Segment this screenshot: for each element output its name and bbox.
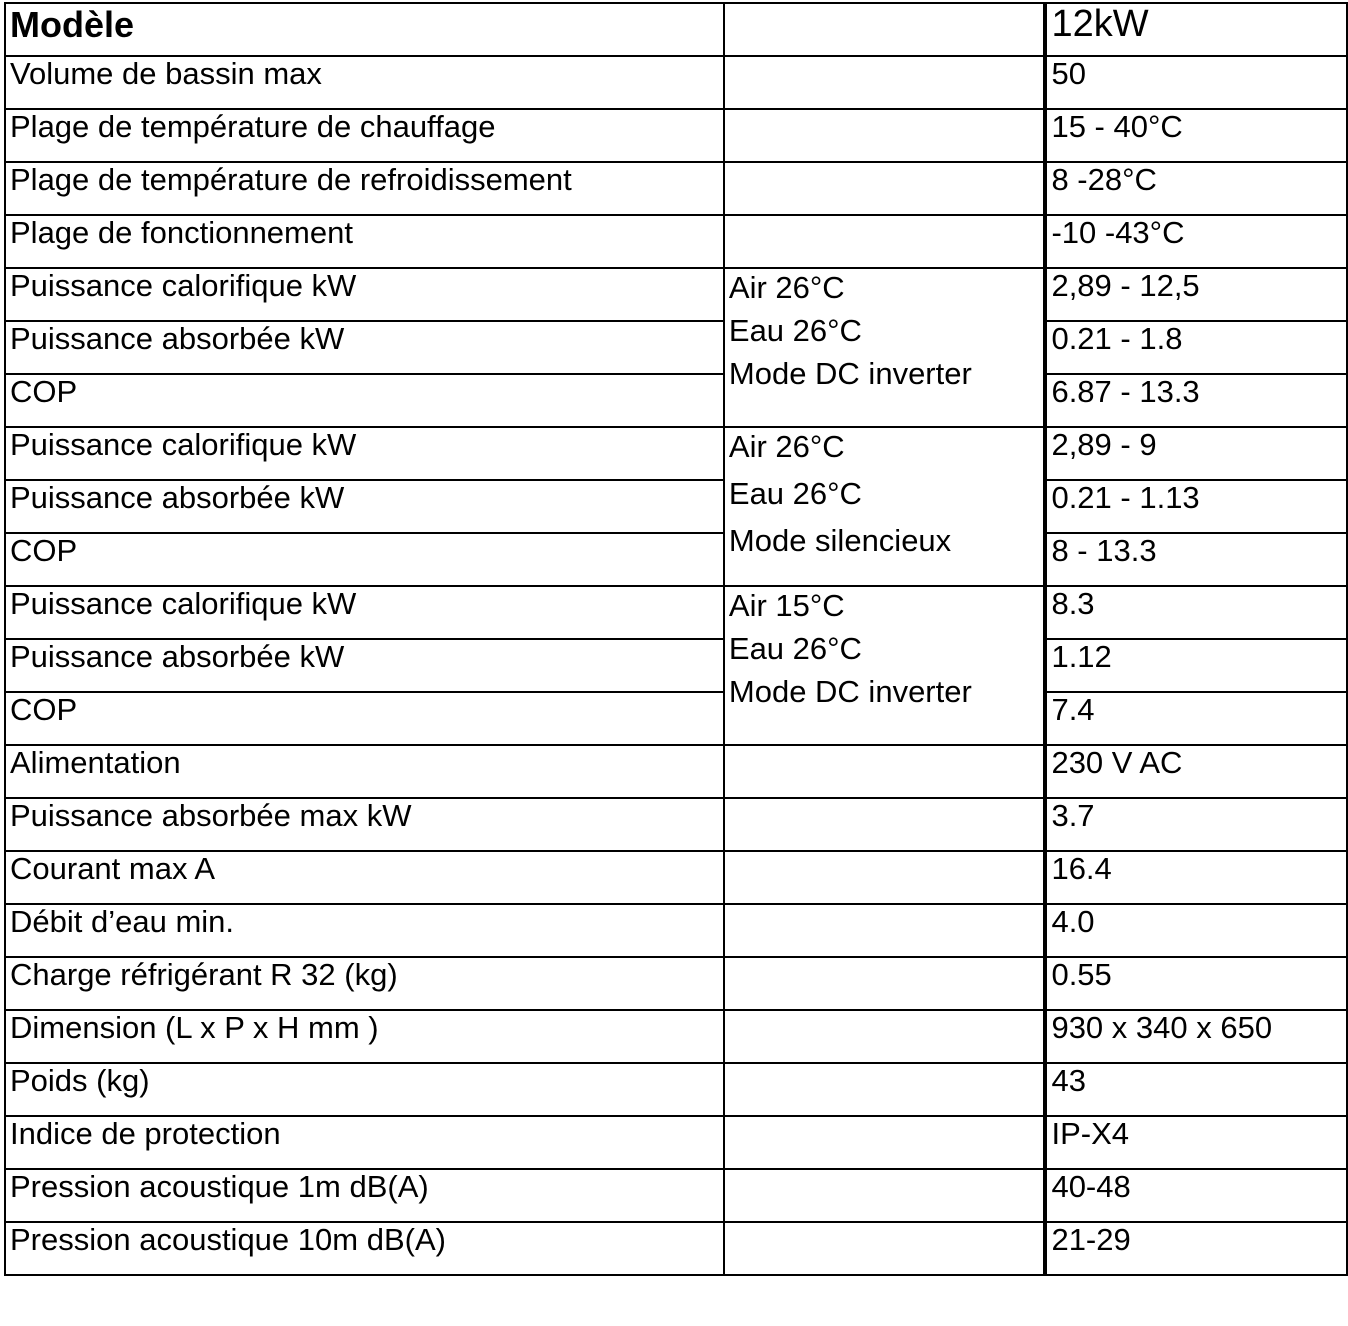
table-row (5, 162, 1347, 215)
condition-group-3 (724, 586, 1045, 745)
row-label: Poids (kg) (5, 1063, 724, 1116)
table-row (5, 374, 1347, 427)
table-row (5, 1222, 1347, 1275)
condition-cell (724, 1010, 1045, 1063)
table-row (5, 904, 1347, 957)
table-row (5, 1010, 1347, 1063)
row-label: Puissance absorbée max kW (5, 798, 724, 851)
row-value: 6.87 - 13.3 (1046, 374, 1347, 427)
condition-cell (724, 109, 1045, 162)
condition-cell (724, 745, 1045, 798)
row-value: 43 (1046, 1063, 1347, 1116)
condition-cell (724, 851, 1045, 904)
row-value: 40-48 (1046, 1169, 1347, 1222)
table-row (5, 109, 1347, 162)
row-value: 50 (1046, 56, 1347, 109)
condition-water: Eau 26°C (728, 313, 862, 348)
row-label: Plage de température de chauffage (5, 109, 724, 162)
table-row (5, 268, 1347, 321)
row-value: 8.3 (1046, 586, 1347, 639)
row-value: 8 -28°C (1046, 162, 1347, 215)
row-value: 1.12 (1046, 639, 1347, 692)
table-row (5, 533, 1347, 586)
condition-cell (724, 1222, 1045, 1275)
row-label: Courant max A (5, 851, 724, 904)
condition-cell (724, 215, 1045, 268)
condition-cell (724, 1169, 1045, 1222)
table-row (5, 215, 1347, 268)
row-value: 930 x 340 x 650 (1046, 1010, 1347, 1063)
table-row (5, 321, 1347, 374)
table-row (5, 957, 1347, 1010)
table-row (5, 639, 1347, 692)
row-label: Pression acoustique 1m dB(A) (5, 1169, 724, 1222)
row-label: Alimentation (5, 745, 724, 798)
row-label: COP (5, 533, 724, 586)
row-label: Débit d’eau min. (5, 904, 724, 957)
row-label: Puissance calorifique kW (5, 268, 724, 321)
row-label: Charge réfrigérant R 32 (kg) (5, 957, 724, 1010)
row-label: Dimension (L x P x H mm ) (5, 1010, 724, 1063)
row-value: 3.7 (1046, 798, 1347, 851)
model-label: Modèle (5, 3, 724, 56)
table-row (5, 56, 1347, 109)
row-value: 230 V AC (1046, 745, 1347, 798)
row-value: -10 -43°C (1046, 215, 1347, 268)
row-value: 15 - 40°C (1046, 109, 1347, 162)
table-row (5, 692, 1347, 745)
condition-cell (724, 3, 1045, 56)
condition-air: Air 26°C (728, 270, 845, 305)
row-label: Pression acoustique 10m dB(A) (5, 1222, 724, 1275)
condition-cell (724, 1116, 1045, 1169)
table-row (5, 745, 1347, 798)
condition-cell (724, 56, 1045, 109)
condition-mode: Mode silencieux (728, 523, 952, 558)
row-value: IP-X4 (1046, 1116, 1347, 1169)
table-row (5, 427, 1347, 480)
condition-water: Eau 26°C (728, 476, 862, 511)
spec-table (4, 2, 1348, 1276)
row-value: 4.0 (1046, 904, 1347, 957)
condition-air: Air 26°C (728, 429, 845, 464)
row-value: 0.21 - 1.13 (1046, 480, 1347, 533)
condition-mode: Mode DC inverter (728, 674, 972, 709)
row-label: Puissance absorbée kW (5, 321, 724, 374)
table-row (5, 851, 1347, 904)
row-label: Puissance absorbée kW (5, 480, 724, 533)
condition-cell (724, 904, 1045, 957)
table-row (5, 798, 1347, 851)
row-value: 0.21 - 1.8 (1046, 321, 1347, 374)
table-header-row (5, 3, 1347, 56)
table-row (5, 1063, 1347, 1116)
condition-cell (724, 957, 1045, 1010)
row-value: 21-29 (1046, 1222, 1347, 1275)
row-value: 0.55 (1046, 957, 1347, 1010)
condition-cell (724, 798, 1045, 851)
model-value: 12kW (1046, 3, 1347, 56)
row-label: Puissance calorifique kW (5, 586, 724, 639)
row-label: Volume de bassin max (5, 56, 724, 109)
row-value: 16.4 (1046, 851, 1347, 904)
row-value: 7.4 (1046, 692, 1347, 745)
row-label: Puissance absorbée kW (5, 639, 724, 692)
row-label: COP (5, 374, 724, 427)
condition-group-1 (724, 268, 1045, 427)
table-row (5, 586, 1347, 639)
row-value: 2,89 - 12,5 (1046, 268, 1347, 321)
condition-cell (724, 162, 1045, 215)
row-label: Puissance calorifique kW (5, 427, 724, 480)
row-label: COP (5, 692, 724, 745)
condition-cell (724, 1063, 1045, 1116)
table-row (5, 1116, 1347, 1169)
condition-mode: Mode DC inverter (728, 356, 972, 391)
row-label: Indice de protection (5, 1116, 724, 1169)
row-value: 2,89 - 9 (1046, 427, 1347, 480)
condition-water: Eau 26°C (728, 631, 862, 666)
table-row (5, 1169, 1347, 1222)
row-label: Plage de fonctionnement (5, 215, 724, 268)
row-label: Plage de température de refroidissement (5, 162, 724, 215)
condition-air: Air 15°C (728, 588, 845, 623)
table-row (5, 480, 1347, 533)
condition-group-2 (724, 427, 1045, 586)
row-value: 8 - 13.3 (1046, 533, 1347, 586)
